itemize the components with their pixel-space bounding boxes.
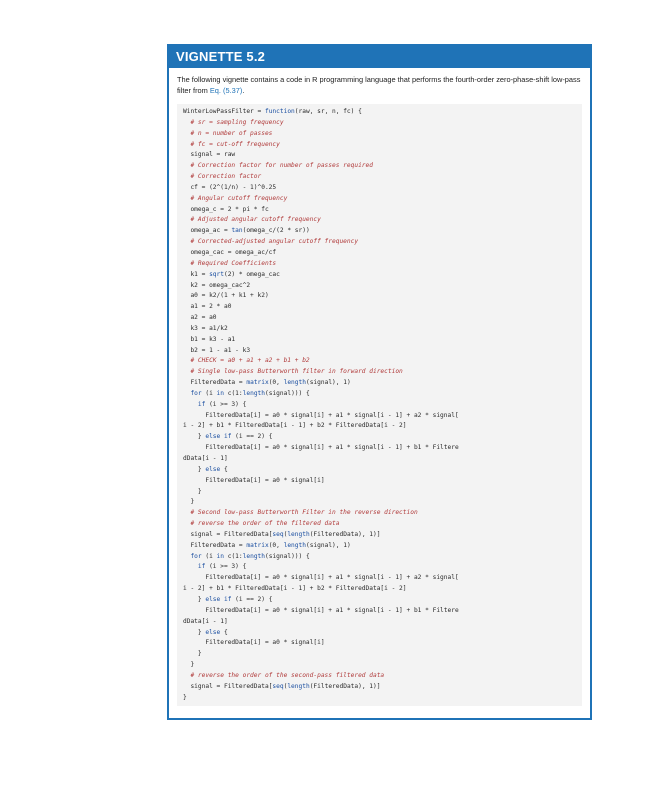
code-token: length <box>287 682 310 690</box>
code-line <box>183 129 576 140</box>
code-token: matrix <box>246 379 269 387</box>
vignette-title: VIGNETTE 5.2 <box>169 46 590 68</box>
code-token: signal = FilteredData[ <box>183 530 273 538</box>
code-line <box>183 226 576 237</box>
code-line <box>183 270 576 281</box>
code-token: omega_ac = <box>183 227 232 235</box>
code-token: for <box>190 552 202 560</box>
code-line <box>183 573 576 584</box>
code-token: function <box>264 108 295 115</box>
code-token: (i == 2) { <box>231 595 273 603</box>
code-token: seq <box>272 682 284 690</box>
code-token: (signal), 1) <box>305 379 351 387</box>
code-token: } <box>183 498 195 506</box>
code-line <box>183 660 576 671</box>
code-token: seq <box>272 530 284 538</box>
code-line <box>183 693 576 704</box>
code-token: (signal))) { <box>265 552 310 560</box>
code-token: ( <box>283 682 288 690</box>
code-line <box>183 476 576 487</box>
code-token: tan <box>231 227 243 235</box>
code-line <box>183 389 576 400</box>
code-line <box>183 107 576 118</box>
code-token: for <box>190 389 202 397</box>
code-token: length <box>287 530 310 538</box>
code-line <box>183 324 576 335</box>
code-token <box>183 401 198 408</box>
code-token <box>183 563 198 570</box>
code-token: in <box>216 552 224 560</box>
code-line <box>183 356 576 367</box>
code-token: else if <box>205 433 232 441</box>
code-token: FilteredData[i] = a0 * signal[i] <box>183 476 325 484</box>
code-line <box>183 638 576 649</box>
code-token: cf = (2^(1/n) - 1)^0.25 <box>183 183 277 191</box>
code-token: (i == 2) { <box>231 433 273 441</box>
code-token: # reverse the order of the second-pass filtered data <box>183 671 385 679</box>
code-line <box>183 465 576 476</box>
code-token: dData[i - 1] <box>183 455 228 462</box>
code-token: } <box>183 595 206 603</box>
code-token: (i <box>201 552 217 560</box>
code-token: signal = raw <box>183 151 236 159</box>
code-line <box>183 215 576 226</box>
code-token: c(1: <box>224 552 243 560</box>
code-token: } <box>183 433 206 441</box>
code-line <box>183 682 576 693</box>
code-token: # fc = cut-off frequency <box>183 140 280 148</box>
code-token: } <box>183 661 195 669</box>
code-token: matrix <box>246 541 269 549</box>
code-line <box>183 649 576 660</box>
code-token: else <box>205 628 221 636</box>
code-token: FilteredData = <box>183 379 247 387</box>
code-token: b1 = k3 - a1 <box>183 335 236 343</box>
code-token: # Adjusted angular cutoff frequency <box>183 216 321 224</box>
code-token: FilteredData = <box>183 541 247 549</box>
code-token: # Corrected-adjusted angular cutoff frequency <box>183 238 359 246</box>
code-token: dData[i - 1] <box>183 617 228 625</box>
code-line <box>183 617 576 628</box>
code-line <box>183 443 576 454</box>
code-line <box>183 411 576 422</box>
code-line <box>183 432 576 443</box>
code-token: # n = number of passes <box>183 129 273 137</box>
code-token: else <box>205 465 221 473</box>
code-token: (FilteredData), 1)] <box>309 530 381 538</box>
code-token: } <box>183 628 206 636</box>
code-token: # sr = sampling frequency <box>183 118 284 126</box>
code-token: signal = FilteredData[ <box>183 682 273 690</box>
code-line <box>183 172 576 183</box>
code-line <box>183 541 576 552</box>
code-line <box>183 508 576 519</box>
code-token: in <box>216 389 224 397</box>
code-token: length <box>242 552 265 560</box>
code-token: # Correction factor <box>183 173 262 181</box>
code-token: (signal))) { <box>265 389 310 397</box>
code-token: # Correction factor for number of passes required <box>183 162 373 170</box>
code-token: FilteredData[i] = a0 * signal[i] + a1 * signal[i - 1] + b1 * Filtere <box>183 606 459 614</box>
code-token: k2 = omega_cac^2 <box>183 281 251 289</box>
code-line <box>183 421 576 432</box>
code-line <box>183 140 576 151</box>
code-token: i - 2] + b1 * FilteredData[i - 1] + b2 * FilteredData[i - 2] <box>183 585 407 593</box>
code-token: } <box>183 465 206 473</box>
code-token: (0, <box>268 541 284 549</box>
code-line <box>183 346 576 357</box>
code-line <box>183 205 576 216</box>
code-token: } <box>183 693 187 701</box>
code-token: WinterLowPassFilter = <box>183 108 265 115</box>
code-line <box>183 519 576 530</box>
code-line <box>183 237 576 248</box>
code-token: (0, <box>268 379 284 387</box>
code-line <box>183 281 576 292</box>
code-line <box>183 183 576 194</box>
code-token: else if <box>205 595 232 603</box>
code-line <box>183 302 576 313</box>
code-line <box>183 552 576 563</box>
code-token: a0 = k2/(1 + k1 + k2) <box>183 292 269 300</box>
code-token: length <box>283 379 306 387</box>
code-line <box>183 487 576 498</box>
code-line <box>183 194 576 205</box>
code-token: # CHECK = a0 + a1 + a2 + b1 + b2 <box>183 357 310 365</box>
code-token: (i >= 3) { <box>205 563 247 571</box>
code-token: a1 = 2 * a0 <box>183 303 232 311</box>
code-line <box>183 313 576 324</box>
code-token: } <box>183 487 202 495</box>
code-line <box>183 161 576 172</box>
code-token: ( <box>283 530 288 538</box>
code-token: } <box>183 650 202 658</box>
code-line <box>183 378 576 389</box>
code-line <box>183 367 576 378</box>
code-token: omega_c = 2 * pi * fc <box>183 205 269 213</box>
code-token: # Second low-pass Butterworth Filter in the reverse direction <box>183 509 418 517</box>
code-line <box>183 291 576 302</box>
code-token: i - 2] + b1 * FilteredData[i - 1] + b2 * FilteredData[i - 2] <box>183 422 407 430</box>
code-line <box>183 530 576 541</box>
code-line <box>183 118 576 129</box>
code-token: (signal), 1) <box>305 541 351 549</box>
intro-end: . <box>242 86 245 95</box>
equation-link[interactable]: Eq. (5.37) <box>209 86 243 95</box>
code-line <box>183 454 576 465</box>
code-token: if <box>197 400 206 408</box>
code-line <box>183 562 576 573</box>
code-token: sqrt <box>209 270 224 278</box>
code-line <box>183 595 576 606</box>
code-line <box>183 335 576 346</box>
code-token: FilteredData[i] = a0 * signal[i] + a1 * signal[i - 1] + b1 * Filtere <box>183 444 459 452</box>
code-token: # Required Coefficients <box>183 259 277 267</box>
intro-text: The following vignette contains a code in R programming language that performs the fourth-order zero-phase-shift low-pass filter from <box>177 75 581 95</box>
code-token: if <box>197 563 206 571</box>
code-token: FilteredData[i] = a0 * signal[i] + a1 * signal[i - 1] + a2 * signal[ <box>183 411 459 419</box>
code-token: FilteredData[i] = a0 * signal[i] <box>183 639 325 647</box>
code-token: (i >= 3) { <box>205 400 247 408</box>
code-token: a2 = a0 <box>183 314 217 322</box>
code-line <box>183 671 576 682</box>
code-line <box>183 259 576 270</box>
code-token: b2 = 1 - a1 - k3 <box>183 346 251 354</box>
vignette-box <box>167 44 592 720</box>
code-token: { <box>220 628 228 636</box>
code-line <box>183 497 576 508</box>
code-token: c(1: <box>224 389 243 397</box>
code-token: # reverse the order of the filtered data <box>183 520 340 528</box>
code-token: length <box>242 389 265 397</box>
code-token: (i <box>201 389 217 397</box>
code-token: # Angular cutoff frequency <box>183 194 288 202</box>
code-token: (omega_c/(2 * sr)) <box>242 227 310 235</box>
code-token: # Single low-pass Butterworth filter in forward direction <box>183 368 403 376</box>
code-token: (2) * omega_cac <box>223 270 280 278</box>
code-token: k3 = a1/k2 <box>183 324 228 332</box>
code-token: (FilteredData), 1)] <box>309 682 381 690</box>
code-token: (raw, sr, n, fc) { <box>294 108 362 115</box>
code-line <box>183 400 576 411</box>
code-line <box>183 150 576 161</box>
code-block <box>177 104 582 706</box>
code-line <box>183 248 576 259</box>
code-token: omega_cac = omega_ac/cf <box>183 248 277 256</box>
code-line <box>183 584 576 595</box>
code-token: FilteredData[i] = a0 * signal[i] + a1 * signal[i - 1] + a2 * signal[ <box>183 574 459 582</box>
code-token: length <box>283 541 306 549</box>
code-line <box>183 628 576 639</box>
vignette-intro <box>177 74 582 96</box>
code-line <box>183 606 576 617</box>
code-token: k1 = <box>183 270 210 278</box>
code-token: { <box>220 465 228 473</box>
